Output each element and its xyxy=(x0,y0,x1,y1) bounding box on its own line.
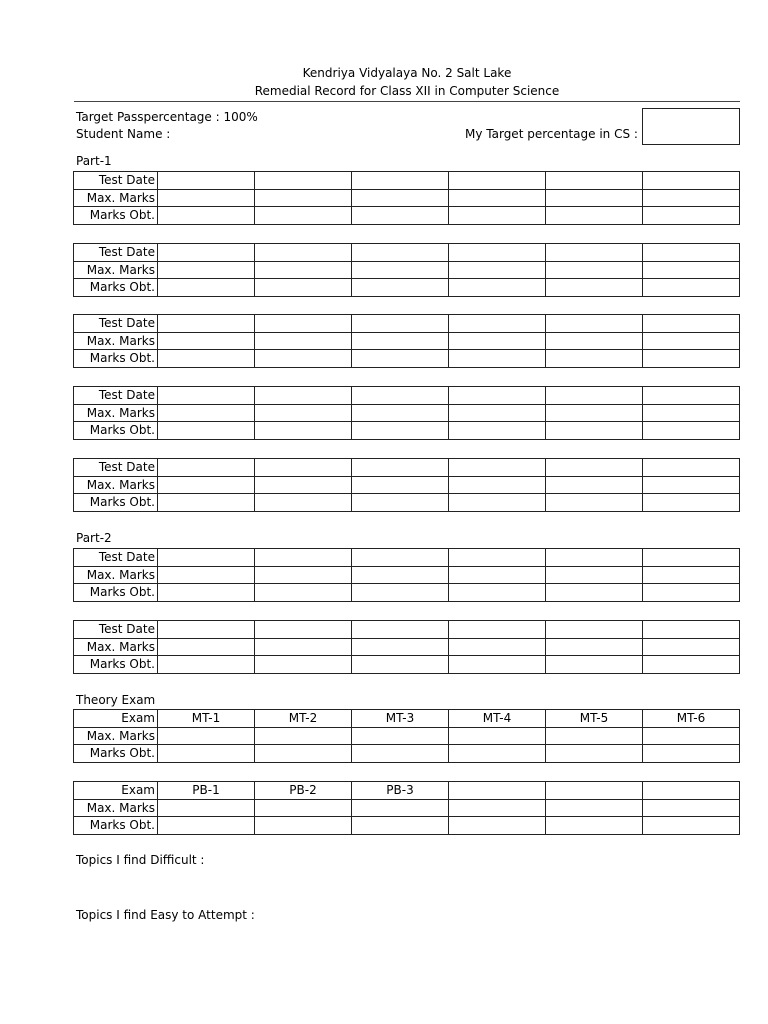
entry-cell[interactable] xyxy=(449,476,546,494)
entry-cell[interactable] xyxy=(158,621,255,639)
entry-cell[interactable] xyxy=(643,189,740,207)
entry-cell[interactable] xyxy=(352,638,449,656)
entry-cell[interactable] xyxy=(643,476,740,494)
entry-cell[interactable] xyxy=(643,566,740,584)
entry-cell[interactable] xyxy=(255,422,352,440)
entry-cell[interactable] xyxy=(643,799,740,817)
exam-mt-2: MT-2 xyxy=(255,710,352,728)
entry-cell[interactable] xyxy=(255,621,352,639)
max-marks-label: Max. Marks xyxy=(74,189,158,207)
test-date-label: Test Date xyxy=(74,621,158,639)
exam-mt-1: MT-1 xyxy=(158,710,255,728)
entry-cell[interactable] xyxy=(449,459,546,477)
entry-cell[interactable] xyxy=(158,422,255,440)
entry-cell[interactable] xyxy=(449,350,546,368)
marks-obt-label: Marks Obt. xyxy=(74,584,158,602)
entry-cell[interactable] xyxy=(449,584,546,602)
test-date-row xyxy=(74,172,740,190)
entry-cell[interactable] xyxy=(643,782,740,800)
entry-cell[interactable] xyxy=(643,727,740,745)
entry-cell[interactable] xyxy=(643,745,740,763)
entry-cell[interactable] xyxy=(449,817,546,835)
student-name-label: Student Name : xyxy=(76,127,171,141)
exam-label: Exam xyxy=(74,782,158,800)
entry-cell[interactable] xyxy=(546,459,643,477)
part1-test-table-1 xyxy=(73,171,740,225)
exam-label: Exam xyxy=(74,710,158,728)
test-date-row xyxy=(74,315,740,333)
max-marks-row xyxy=(74,638,740,656)
entry-cell[interactable] xyxy=(449,799,546,817)
entry-cell[interactable] xyxy=(255,656,352,674)
test-date-label: Test Date xyxy=(74,315,158,333)
entry-cell[interactable] xyxy=(643,279,740,297)
part1-test-table-3 xyxy=(73,314,740,368)
entry-cell[interactable] xyxy=(643,404,740,422)
part1-heading: Part-1 xyxy=(76,154,112,168)
entry-cell[interactable] xyxy=(546,584,643,602)
exam-row xyxy=(74,782,740,800)
test-date-row xyxy=(74,387,740,405)
part1-test-table-5 xyxy=(73,458,740,512)
marks-obt-row xyxy=(74,279,740,297)
entry-cell[interactable] xyxy=(449,279,546,297)
entry-cell[interactable] xyxy=(546,332,643,350)
theory-mt-table xyxy=(73,709,740,763)
max-marks-label: Max. Marks xyxy=(74,799,158,817)
entry-cell[interactable] xyxy=(643,584,740,602)
marks-obt-row xyxy=(74,207,740,225)
entry-cell[interactable] xyxy=(352,189,449,207)
entry-cell[interactable] xyxy=(643,332,740,350)
theory-pb-table xyxy=(73,781,740,835)
entry-cell[interactable] xyxy=(546,727,643,745)
entry-cell[interactable] xyxy=(352,459,449,477)
entry-cell[interactable] xyxy=(546,387,643,405)
entry-cell[interactable] xyxy=(546,172,643,190)
entry-cell[interactable] xyxy=(158,404,255,422)
entry-cell[interactable] xyxy=(255,315,352,333)
entry-cell[interactable] xyxy=(546,261,643,279)
entry-cell[interactable] xyxy=(158,799,255,817)
entry-cell[interactable] xyxy=(449,244,546,262)
entry-cell[interactable] xyxy=(352,350,449,368)
exam-pb-2: PB-2 xyxy=(255,782,352,800)
entry-cell[interactable] xyxy=(255,817,352,835)
entry-cell[interactable] xyxy=(546,817,643,835)
entry-cell[interactable] xyxy=(449,332,546,350)
entry-cell[interactable] xyxy=(255,549,352,567)
entry-cell[interactable] xyxy=(352,387,449,405)
max-marks-label: Max. Marks xyxy=(74,332,158,350)
entry-cell[interactable] xyxy=(449,261,546,279)
entry-cell[interactable] xyxy=(643,350,740,368)
max-marks-row xyxy=(74,189,740,207)
entry-cell[interactable] xyxy=(352,656,449,674)
marks-obt-label: Marks Obt. xyxy=(74,350,158,368)
entry-cell[interactable] xyxy=(255,584,352,602)
entry-cell[interactable] xyxy=(546,656,643,674)
marks-obt-row xyxy=(74,584,740,602)
entry-cell[interactable] xyxy=(255,189,352,207)
header-divider xyxy=(74,101,740,102)
entry-cell[interactable] xyxy=(158,584,255,602)
entry-cell[interactable] xyxy=(546,745,643,763)
record-title: Remedial Record for Class XII in Computer Science xyxy=(254,84,560,98)
entry-cell[interactable] xyxy=(158,172,255,190)
part1-test-table-4 xyxy=(73,386,740,440)
entry-cell[interactable] xyxy=(449,638,546,656)
entry-cell[interactable] xyxy=(352,279,449,297)
entry-cell[interactable] xyxy=(643,621,740,639)
entry-cell[interactable] xyxy=(449,494,546,512)
entry-cell[interactable] xyxy=(352,261,449,279)
entry-cell[interactable] xyxy=(352,332,449,350)
entry-cell[interactable] xyxy=(546,638,643,656)
entry-cell[interactable] xyxy=(643,459,740,477)
entry-cell[interactable] xyxy=(158,745,255,763)
entry-cell[interactable] xyxy=(158,476,255,494)
entry-cell[interactable] xyxy=(352,476,449,494)
entry-cell[interactable] xyxy=(643,387,740,405)
entry-cell[interactable] xyxy=(255,566,352,584)
entry-cell[interactable] xyxy=(546,244,643,262)
entry-cell[interactable] xyxy=(352,494,449,512)
entry-cell[interactable] xyxy=(158,261,255,279)
part1-test-table-2 xyxy=(73,243,740,297)
entry-cell[interactable] xyxy=(449,727,546,745)
max-marks-label: Max. Marks xyxy=(74,727,158,745)
entry-cell[interactable] xyxy=(158,459,255,477)
entry-cell[interactable] xyxy=(449,315,546,333)
entry-cell[interactable] xyxy=(352,745,449,763)
entry-cell[interactable] xyxy=(449,782,546,800)
test-date-row xyxy=(74,244,740,262)
my-target-input-box[interactable] xyxy=(642,108,740,145)
entry-cell[interactable] xyxy=(546,279,643,297)
entry-cell[interactable] xyxy=(546,315,643,333)
entry-cell[interactable] xyxy=(158,189,255,207)
part2-test-table-2 xyxy=(73,620,740,674)
entry-cell[interactable] xyxy=(255,244,352,262)
entry-cell[interactable] xyxy=(352,172,449,190)
entry-cell[interactable] xyxy=(255,350,352,368)
entry-cell[interactable] xyxy=(643,244,740,262)
max-marks-row xyxy=(74,476,740,494)
exam-mt-3: MT-3 xyxy=(352,710,449,728)
entry-cell[interactable] xyxy=(255,332,352,350)
entry-cell[interactable] xyxy=(255,745,352,763)
marks-obt-label: Marks Obt. xyxy=(74,745,158,763)
test-date-label: Test Date xyxy=(74,244,158,262)
entry-cell[interactable] xyxy=(352,817,449,835)
entry-cell[interactable] xyxy=(546,566,643,584)
entry-cell[interactable] xyxy=(546,799,643,817)
entry-cell[interactable] xyxy=(255,261,352,279)
entry-cell[interactable] xyxy=(255,494,352,512)
entry-cell[interactable] xyxy=(352,621,449,639)
entry-cell[interactable] xyxy=(643,549,740,567)
marks-obt-label: Marks Obt. xyxy=(74,656,158,674)
entry-cell[interactable] xyxy=(255,476,352,494)
max-marks-row xyxy=(74,566,740,584)
exam-mt-4: MT-4 xyxy=(449,710,546,728)
entry-cell[interactable] xyxy=(158,244,255,262)
entry-cell[interactable] xyxy=(352,315,449,333)
entry-cell[interactable] xyxy=(546,350,643,368)
entry-cell[interactable] xyxy=(546,782,643,800)
marks-obt-label: Marks Obt. xyxy=(74,422,158,440)
marks-obt-row xyxy=(74,422,740,440)
exam-mt-6: MT-6 xyxy=(643,710,740,728)
entry-cell[interactable] xyxy=(255,207,352,225)
entry-cell[interactable] xyxy=(158,817,255,835)
entry-cell[interactable] xyxy=(546,494,643,512)
entry-cell[interactable] xyxy=(158,494,255,512)
entry-cell[interactable] xyxy=(158,387,255,405)
entry-cell[interactable] xyxy=(643,656,740,674)
entry-cell[interactable] xyxy=(352,584,449,602)
entry-cell[interactable] xyxy=(352,422,449,440)
entry-cell[interactable] xyxy=(158,315,255,333)
test-date-row xyxy=(74,621,740,639)
entry-cell[interactable] xyxy=(255,459,352,477)
part2-heading: Part-2 xyxy=(76,531,112,545)
entry-cell[interactable] xyxy=(643,172,740,190)
part2-test-table-1 xyxy=(73,548,740,602)
entry-cell[interactable] xyxy=(643,638,740,656)
entry-cell[interactable] xyxy=(449,189,546,207)
marks-obt-label: Marks Obt. xyxy=(74,279,158,297)
marks-obt-label: Marks Obt. xyxy=(74,817,158,835)
entry-cell[interactable] xyxy=(352,207,449,225)
max-marks-row xyxy=(74,727,740,745)
entry-cell[interactable] xyxy=(449,549,546,567)
entry-cell[interactable] xyxy=(546,404,643,422)
theory-exam-heading: Theory Exam xyxy=(76,693,156,707)
entry-cell[interactable] xyxy=(352,549,449,567)
entry-cell[interactable] xyxy=(255,638,352,656)
entry-cell[interactable] xyxy=(449,745,546,763)
entry-cell[interactable] xyxy=(546,189,643,207)
entry-cell[interactable] xyxy=(158,350,255,368)
entry-cell[interactable] xyxy=(352,566,449,584)
entry-cell[interactable] xyxy=(158,656,255,674)
exam-pb-1: PB-1 xyxy=(158,782,255,800)
test-date-row xyxy=(74,459,740,477)
entry-cell[interactable] xyxy=(546,207,643,225)
entry-cell[interactable] xyxy=(158,207,255,225)
entry-cell[interactable] xyxy=(546,549,643,567)
entry-cell[interactable] xyxy=(643,817,740,835)
entry-cell[interactable] xyxy=(546,621,643,639)
exam-pb-3: PB-3 xyxy=(352,782,449,800)
school-name: Kendriya Vidyalaya No. 2 Salt Lake xyxy=(302,66,512,80)
entry-cell[interactable] xyxy=(158,332,255,350)
entry-cell[interactable] xyxy=(449,404,546,422)
entry-cell[interactable] xyxy=(643,494,740,512)
entry-cell[interactable] xyxy=(449,621,546,639)
marks-obt-label: Marks Obt. xyxy=(74,207,158,225)
entry-cell[interactable] xyxy=(158,279,255,297)
test-date-label: Test Date xyxy=(74,172,158,190)
my-target-label: My Target percentage in CS : xyxy=(465,127,638,141)
max-marks-label: Max. Marks xyxy=(74,261,158,279)
max-marks-label: Max. Marks xyxy=(74,476,158,494)
test-date-label: Test Date xyxy=(74,459,158,477)
entry-cell[interactable] xyxy=(158,549,255,567)
entry-cell[interactable] xyxy=(255,279,352,297)
max-marks-label: Max. Marks xyxy=(74,638,158,656)
entry-cell[interactable] xyxy=(255,799,352,817)
entry-cell[interactable] xyxy=(546,422,643,440)
entry-cell[interactable] xyxy=(352,727,449,745)
entry-cell[interactable] xyxy=(449,172,546,190)
entry-cell[interactable] xyxy=(449,566,546,584)
entry-cell[interactable] xyxy=(255,404,352,422)
topics-easy-label: Topics I find Easy to Attempt : xyxy=(76,908,255,922)
entry-cell[interactable] xyxy=(449,207,546,225)
target-pass-percentage: Target Passpercentage : 100% xyxy=(76,110,258,124)
entry-cell[interactable] xyxy=(352,404,449,422)
marks-obt-row xyxy=(74,656,740,674)
max-marks-row xyxy=(74,332,740,350)
entry-cell[interactable] xyxy=(255,727,352,745)
entry-cell[interactable] xyxy=(449,656,546,674)
entry-cell[interactable] xyxy=(255,387,352,405)
entry-cell[interactable] xyxy=(449,387,546,405)
entry-cell[interactable] xyxy=(158,638,255,656)
entry-cell[interactable] xyxy=(158,727,255,745)
max-marks-row xyxy=(74,799,740,817)
entry-cell[interactable] xyxy=(643,261,740,279)
entry-cell[interactable] xyxy=(352,799,449,817)
test-date-row xyxy=(74,549,740,567)
marks-obt-row xyxy=(74,817,740,835)
max-marks-row xyxy=(74,261,740,279)
entry-cell[interactable] xyxy=(255,172,352,190)
marks-obt-row xyxy=(74,494,740,512)
entry-cell[interactable] xyxy=(352,244,449,262)
topics-difficult-label: Topics I find Difficult : xyxy=(76,853,205,867)
entry-cell[interactable] xyxy=(643,422,740,440)
max-marks-row xyxy=(74,404,740,422)
entry-cell[interactable] xyxy=(643,207,740,225)
exam-row xyxy=(74,710,740,728)
test-date-label: Test Date xyxy=(74,387,158,405)
entry-cell[interactable] xyxy=(449,422,546,440)
entry-cell[interactable] xyxy=(546,476,643,494)
marks-obt-row xyxy=(74,745,740,763)
max-marks-label: Max. Marks xyxy=(74,566,158,584)
exam-mt-5: MT-5 xyxy=(546,710,643,728)
marks-obt-label: Marks Obt. xyxy=(74,494,158,512)
entry-cell[interactable] xyxy=(643,315,740,333)
test-date-label: Test Date xyxy=(74,549,158,567)
marks-obt-row xyxy=(74,350,740,368)
max-marks-label: Max. Marks xyxy=(74,404,158,422)
entry-cell[interactable] xyxy=(158,566,255,584)
